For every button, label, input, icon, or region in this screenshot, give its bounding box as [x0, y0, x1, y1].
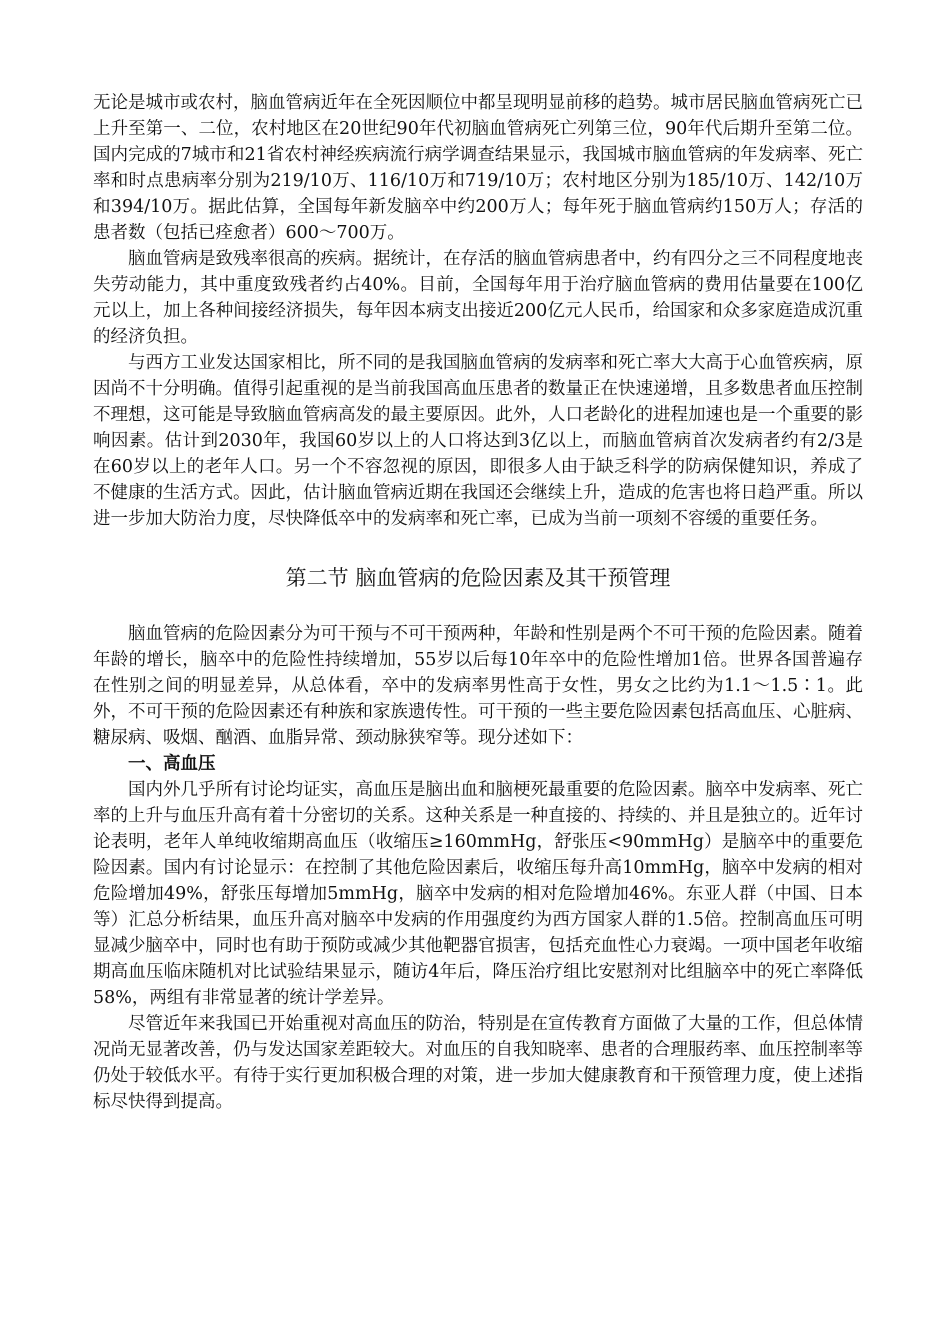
- hypertension-paragraph-1: 国内外几乎所有讨论均证实，高血压是脑出血和脑梗死最重要的危险因素。脑卒中发病率、死亡率的上升与血压升高有着十分密切的关系。这种关系是一种直接的、持续的、并且是独立的。近年讨论表明，老年人单纯收缩期高血压（收缩压≥160mmHg，舒张压<90mmHg）是脑卒中的重要危险因素。国内有讨论显示：在控制了其他危险因素后，收缩压每升高10mmHg，脑卒中发病的相对危险增加49%，舒张压每增加5mmHg，脑卒中发病的相对危险增加46%。东亚人群（中国、日本等）汇总分析结果，血压升高对脑卒中发病的作用强度约为西方国家人群的1.5倍。控制高血压可明显减少脑卒中，同时也有助于预防或减少其他靶器官损害，包括充血性心力衰竭。一项中国老年收缩期高血压临床随机对比试验结果显示，随访4年后，降压治疗组比安慰剂对比组脑卒中的死亡率降低58%，两组有非常显著的统计学差异。: [93, 780, 863, 1008]
- subheading-hypertension: 一、高血压: [128, 754, 216, 774]
- risk-factors-paragraph: 脑血管病的危险因素分为可干预与不可干预两种，年龄和性别是两个不可干预的危险因素。随着年龄的增长，脑卒中的危险性持续增加，55岁以后每10年卒中的危险性增加1倍。世界各国普遍存在性别之间的明显差异，从总体看，卒中的发病率男性高于女性，男女之比约为1.1～1.5∶1。此外，不可干预的危险因素还有种族和家族遗传性。可干预的一些主要危险因素包括高血压、心脏病、糖尿病、吸烟、酗酒、血脂异常、颈动脉狭窄等。现分述如下：: [93, 624, 863, 748]
- intro-paragraph-3: 与西方工业发达国家相比，所不同的是我国脑血管病的发病率和死亡率大大高于心血管疾病，原因尚不十分明确。值得引起重视的是当前我国高血压患者的数量正在快速递增，且多数患者血压控制不理想，这可能是导致脑血管病高发的最主要原因。此外，人口老龄化的进程加速也是一个重要的影响因素。估计到2030年，我国60岁以上的人口将达到3亿以上，而脑血管病首次发病者约有2/3是在60岁以上的老年人口。另一个不容忽视的原因，即很多人由于缺乏科学的防病保健知识，养成了不健康的生活方式。因此，估计脑血管病近期在我国还会继续上升，造成的危害也将日趋严重。所以进一步加大防治力度，尽快降低卒中的发病率和死亡率，已成为当前一项刻不容缓的重要任务。: [93, 353, 863, 529]
- hypertension-paragraph-2: 尽管近年来我国已开始重视对高血压的防治，特别是在宣传教育方面做了大量的工作，但总体情况尚无显著改善，仍与发达国家差距较大。对血压的自我知晓率、患者的合理服药率、血压控制率等仍处于较低水平。有待于实行更加积极合理的对策，进一步加大健康教育和干预管理力度，使上述指标尽快得到提高。: [93, 1014, 863, 1112]
- intro-paragraph-1: 无论是城市或农村，脑血管病近年在全死因顺位中都呈现明显前移的趋势。城市居民脑血管病死亡已上升至第一、二位，农村地区在20世纪90年代初脑血管病死亡列第三位，90年代后期升至第二位。国内完成的7城市和21省农村神经疾病流行病学调查结果显示，我国城市脑血管病的年发病率、死亡率和时点患病率分别为219/10万、116/10万和719/10万；农村地区分别为185/10万、142/10万和394/10万。据此估算，全国每年新发脑卒中约200万人；每年死于脑血管病约150万人；存活的患者数（包括已痊愈者）600～700万。: [93, 93, 863, 243]
- document-page: [93, 90, 863, 1115]
- section-title: 第二节 脑血管病的危险因素及其干预管理: [285, 566, 671, 590]
- spacer: [93, 592, 863, 621]
- spacer: [93, 532, 863, 564]
- intro-paragraph-2: 脑血管病是致残率很高的疾病。据统计，在存活的脑血管病患者中，约有四分之三不同程度地丧失劳动能力，其中重度致残者约占40%。目前，全国每年用于治疗脑血管病的费用估量要在100亿元以上，加上各种间接经济损失，每年因本病支出接近200亿元人民币，给国家和众多家庭造成沉重的经济负担。: [93, 249, 863, 347]
